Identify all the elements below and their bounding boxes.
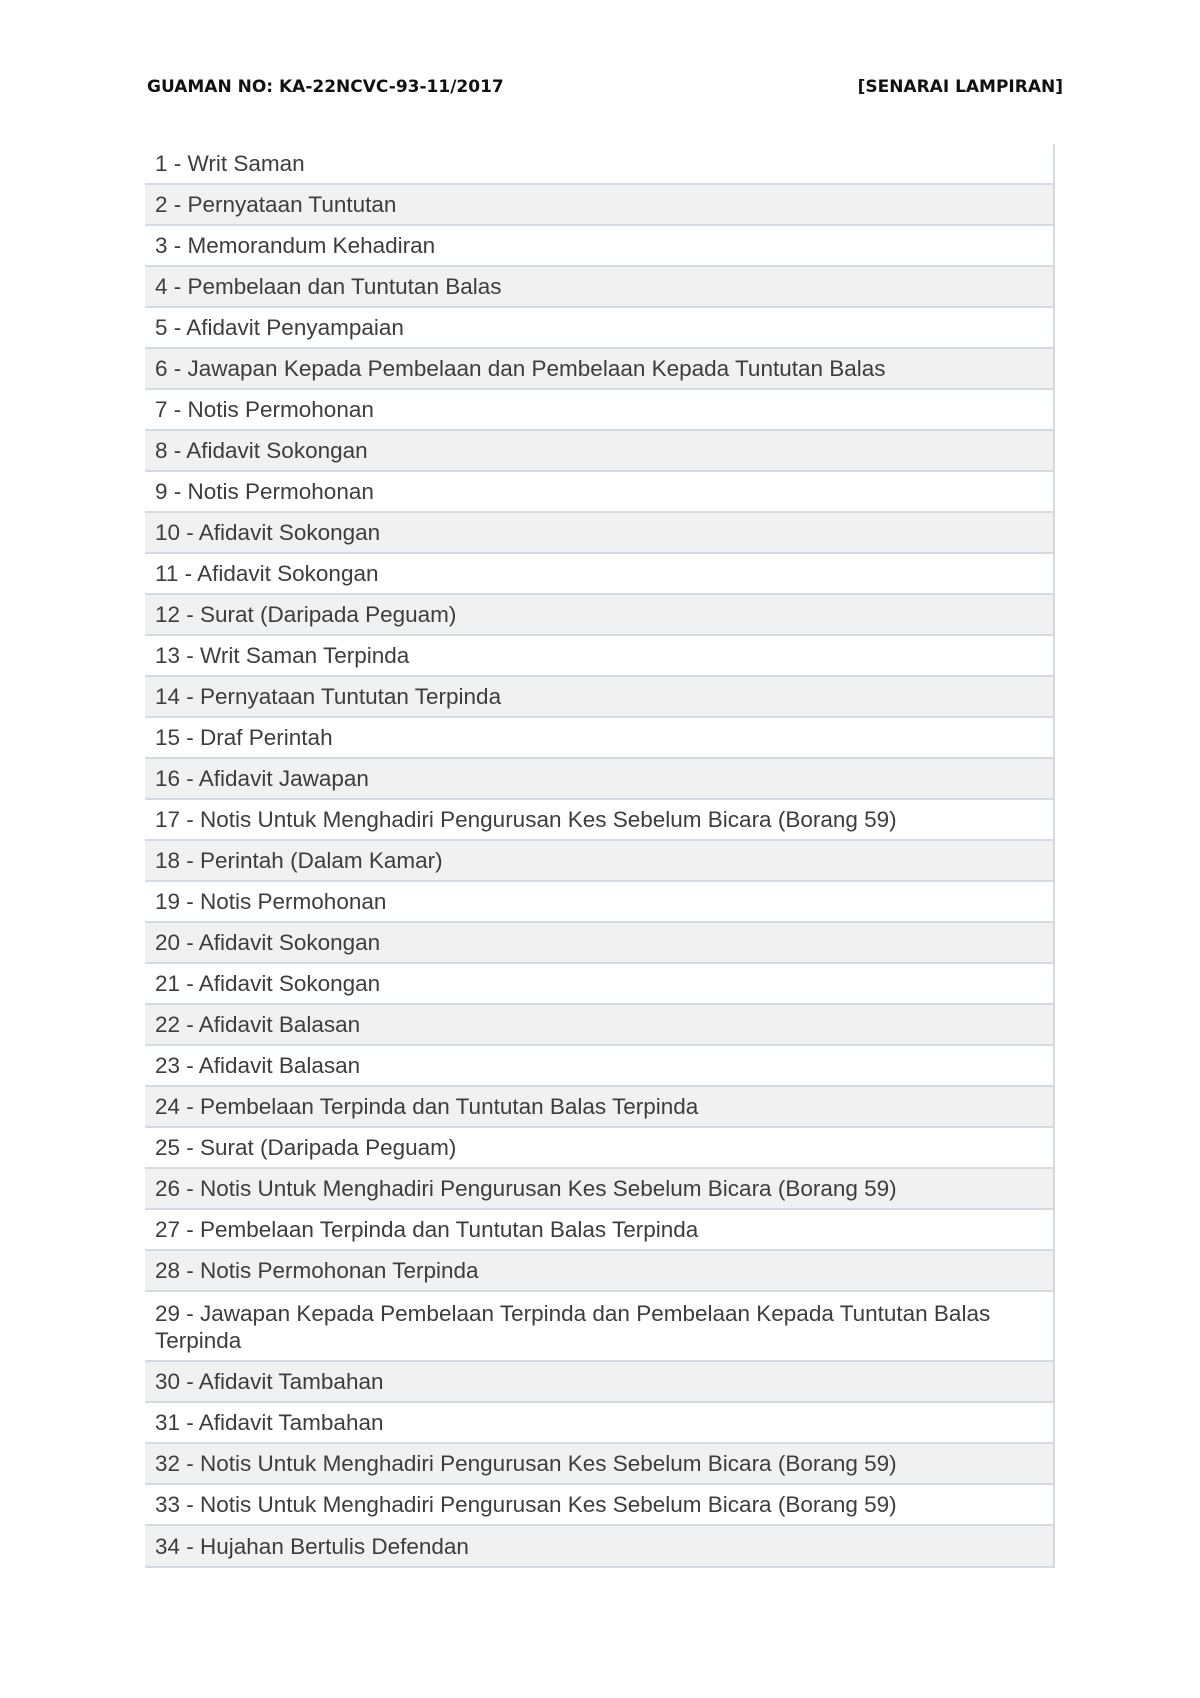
list-item: 20 - Afidavit Sokongan — [145, 923, 1053, 964]
list-item: 31 - Afidavit Tambahan — [145, 1403, 1053, 1444]
list-item: 26 - Notis Untuk Menghadiri Pengurusan Kes Sebelum Bicara (Borang 59) — [145, 1169, 1053, 1210]
list-item: 7 - Notis Permohonan — [145, 390, 1053, 431]
list-item: 9 - Notis Permohonan — [145, 472, 1053, 513]
list-item: 15 - Draf Perintah — [145, 718, 1053, 759]
list-item: 33 - Notis Untuk Menghadiri Pengurusan Kes Sebelum Bicara (Borang 59) — [145, 1485, 1053, 1526]
list-item: 13 - Writ Saman Terpinda — [145, 636, 1053, 677]
list-item: 10 - Afidavit Sokongan — [145, 513, 1053, 554]
section-title: [SENARAI LAMPIRAN] — [857, 77, 1063, 97]
list-item: 34 - Hujahan Bertulis Defendan — [145, 1526, 1053, 1566]
list-item: 4 - Pembelaan dan Tuntutan Balas — [145, 267, 1053, 308]
case-number: GUAMAN NO: KA-22NCVC-93-11/2017 — [147, 77, 504, 97]
list-item: 25 - Surat (Daripada Peguam) — [145, 1128, 1053, 1169]
list-item: 18 - Perintah (Dalam Kamar) — [145, 841, 1053, 882]
list-item: 22 - Afidavit Balasan — [145, 1005, 1053, 1046]
list-item: 5 - Afidavit Penyampaian — [145, 308, 1053, 349]
list-item: 21 - Afidavit Sokongan — [145, 964, 1053, 1005]
list-item: 19 - Notis Permohonan — [145, 882, 1053, 923]
list-item: 16 - Afidavit Jawapan — [145, 759, 1053, 800]
list-item: 14 - Pernyataan Tuntutan Terpinda — [145, 677, 1053, 718]
list-item: 30 - Afidavit Tambahan — [145, 1362, 1053, 1403]
page-header — [147, 74, 1063, 100]
list-item: 23 - Afidavit Balasan — [145, 1046, 1053, 1087]
list-item: 12 - Surat (Daripada Peguam) — [145, 595, 1053, 636]
list-item: 32 - Notis Untuk Menghadiri Pengurusan Kes Sebelum Bicara (Borang 59) — [145, 1444, 1053, 1485]
list-item: 1 - Writ Saman — [145, 144, 1053, 185]
list-item: 11 - Afidavit Sokongan — [145, 554, 1053, 595]
attachment-list — [145, 144, 1055, 1568]
list-item: 8 - Afidavit Sokongan — [145, 431, 1053, 472]
list-item: 3 - Memorandum Kehadiran — [145, 226, 1053, 267]
list-item: 29 - Jawapan Kepada Pembelaan Terpinda dan Pembelaan Kepada Tuntutan Balas Terpinda — [145, 1292, 1053, 1362]
list-item: 17 - Notis Untuk Menghadiri Pengurusan Kes Sebelum Bicara (Borang 59) — [145, 800, 1053, 841]
list-item: 24 - Pembelaan Terpinda dan Tuntutan Balas Terpinda — [145, 1087, 1053, 1128]
list-item: 27 - Pembelaan Terpinda dan Tuntutan Balas Terpinda — [145, 1210, 1053, 1251]
list-item: 6 - Jawapan Kepada Pembelaan dan Pembelaan Kepada Tuntutan Balas — [145, 349, 1053, 390]
list-item: 28 - Notis Permohonan Terpinda — [145, 1251, 1053, 1292]
list-item: 2 - Pernyataan Tuntutan — [145, 185, 1053, 226]
